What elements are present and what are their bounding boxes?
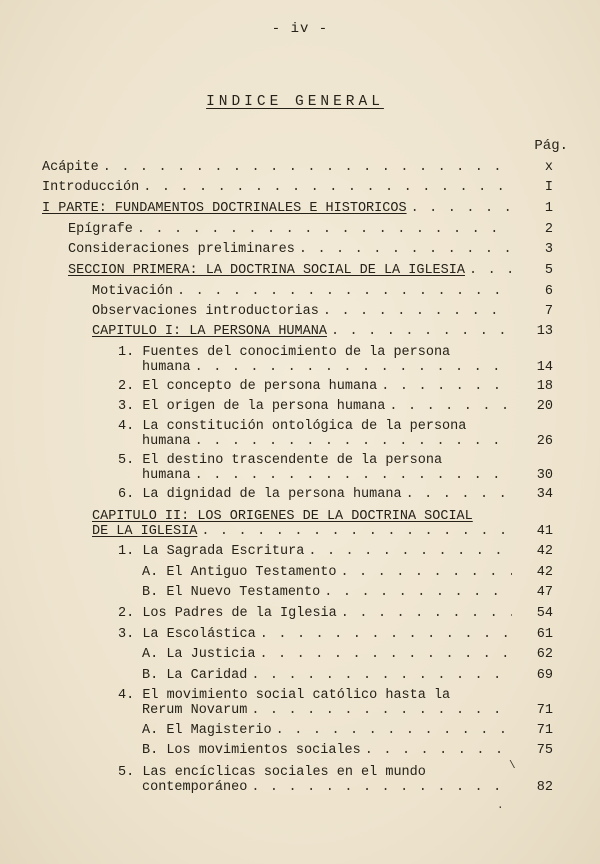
toc-entry-page: 30 — [536, 468, 553, 483]
toc-entry-label: Las encíclicas sociales en el mundo — [142, 765, 426, 780]
toc-entry-page: 41 — [536, 524, 553, 539]
toc-entry-label: La dignidad de la persona humana — [142, 487, 402, 502]
toc-entry-page: 69 — [536, 668, 553, 683]
leader-dots — [340, 565, 512, 580]
toc-entry-page: 42 — [536, 565, 553, 580]
toc-entry-label: El Antiguo Testamento — [166, 565, 337, 580]
toc-entry-page: 82 — [536, 780, 553, 795]
leader-dots — [389, 399, 512, 414]
toc-entry-number: 6. — [118, 487, 135, 502]
toc-entry-label: El Nuevo Testamento — [166, 585, 321, 600]
toc-entry-number: 4. — [118, 419, 135, 434]
toc-entry-number: 5. — [118, 453, 135, 468]
toc-entry-label: El movimiento social católico hasta la — [142, 688, 451, 703]
toc-entry-page: 75 — [536, 743, 553, 758]
toc-entry-label-continued: humana — [142, 360, 191, 375]
toc-entry-page: I — [544, 180, 553, 195]
toc-entry-page: 2 — [544, 222, 553, 237]
leader-dots — [251, 780, 512, 795]
toc-entry-label-continued: humana — [142, 434, 191, 449]
leader-dots — [331, 324, 512, 339]
toc-entry-page: 5 — [544, 263, 553, 278]
leader-dots — [324, 585, 512, 600]
toc-entry-number: B. — [142, 743, 159, 758]
leader-dots — [276, 723, 512, 738]
toc-entry-label: Motivación — [92, 284, 174, 299]
leader-dots — [251, 703, 512, 718]
toc-entry-label: Los Padres de la Iglesia — [142, 606, 337, 621]
toc-entry-page: 7 — [544, 304, 553, 319]
toc-entry-page: 18 — [536, 379, 553, 394]
toc-entry-label: La Escolástica — [142, 627, 256, 642]
page-column-header: Pág. — [534, 138, 568, 154]
leader-dots — [195, 434, 512, 449]
leader-dots — [381, 379, 512, 394]
toc-entry-page: 14 — [536, 360, 553, 375]
toc-entry-number: A. — [142, 647, 159, 662]
toc-entry-number: 4. — [118, 688, 135, 703]
toc-entry-page: 54 — [536, 606, 553, 621]
pencil-mark: \ — [509, 760, 516, 772]
toc-entry-label: Introducción — [42, 180, 140, 195]
toc-entry-label-continued: contemporáneo — [142, 780, 248, 795]
leader-dots — [411, 201, 512, 216]
toc-entry-label: La Justicia — [166, 647, 256, 662]
toc-entry-label: Acápite — [42, 160, 99, 175]
toc-entry-label: I PARTE: FUNDAMENTOS DOCTRINALES E HISTORICOS — [42, 201, 407, 216]
leader-dots — [251, 668, 512, 683]
toc-entry-label: Fuentes del conocimiento de la persona — [142, 345, 451, 360]
toc-entry-number: 2. — [118, 606, 135, 621]
toc-entry-label-continued: Rerum Novarum — [142, 703, 248, 718]
toc-entry-label: La Sagrada Escritura — [142, 544, 305, 559]
toc-entry-page: 62 — [536, 647, 553, 662]
toc-entry-number: 3. — [118, 627, 135, 642]
toc-title: INDICE GENERAL — [206, 94, 384, 110]
toc-entry-page: x — [544, 160, 553, 175]
leader-dots — [308, 544, 512, 559]
leader-dots — [195, 360, 512, 375]
toc-entry-label: El concepto de persona humana — [142, 379, 378, 394]
leader-dots — [365, 743, 512, 758]
toc-entry-page: 20 — [536, 399, 553, 414]
leader-dots — [259, 647, 512, 662]
toc-entry-page: 26 — [536, 434, 553, 449]
toc-entry-page: 13 — [536, 324, 553, 339]
toc-entry-number: A. — [142, 723, 159, 738]
leader-dots — [260, 627, 512, 642]
leader-dots — [195, 468, 512, 483]
toc-entry-page: 61 — [536, 627, 553, 642]
pencil-mark: . — [497, 800, 504, 812]
leader-dots — [177, 284, 512, 299]
toc-entry-page: 3 — [544, 242, 553, 257]
leader-dots — [341, 606, 512, 621]
leader-dots — [137, 222, 512, 237]
leader-dots — [469, 263, 512, 278]
toc-entry-number: B. — [142, 668, 159, 683]
toc-entry-number: 5. — [118, 765, 135, 780]
toc-entry-number: 1. — [118, 345, 135, 360]
leader-dots — [201, 524, 512, 539]
toc-entry-number: B. — [142, 585, 159, 600]
toc-entry-page: 71 — [536, 703, 553, 718]
toc-entry-label-continued: humana — [142, 468, 191, 483]
toc-entry-page: 47 — [536, 585, 553, 600]
leader-dots — [143, 180, 512, 195]
toc-entry-label: Los movimientos sociales — [166, 743, 361, 758]
toc-entry-label: SECCION PRIMERA: LA DOCTRINA SOCIAL DE LA IGLESIA — [68, 263, 465, 278]
toc-entry-label: La constitución ontológica de la persona — [142, 419, 467, 434]
page-number: - iv - — [271, 21, 329, 37]
toc-entry-number: A. — [142, 565, 159, 580]
toc-entry-number: 2. — [118, 379, 135, 394]
toc-entry-page: 71 — [536, 723, 553, 738]
toc-entry-page: 6 — [544, 284, 553, 299]
leader-dots — [103, 160, 512, 175]
toc-entry-label: Epígrafe — [68, 222, 133, 237]
toc-entry-page: 34 — [536, 487, 553, 502]
leader-dots — [299, 242, 512, 257]
toc-entry-label: El Magisterio — [166, 723, 272, 738]
toc-entry-label: Observaciones introductorias — [92, 304, 319, 319]
toc-entry-label: La Caridad — [166, 668, 248, 683]
toc-entry-label: Consideraciones preliminares — [68, 242, 295, 257]
toc-entry-label: El destino trascendente de la persona — [142, 453, 443, 468]
toc-entry-number: 3. — [118, 399, 135, 414]
leader-dots — [406, 487, 512, 502]
leader-dots — [323, 304, 512, 319]
toc-entry-number: 1. — [118, 544, 135, 559]
toc-entry-label-continued: DE LA IGLESIA — [92, 524, 198, 539]
toc-entry-page: 1 — [544, 201, 553, 216]
toc-entry-page: 42 — [536, 544, 553, 559]
toc-entry-label: CAPITULO II: LOS ORIGENES DE LA DOCTRINA SOCIAL — [92, 509, 473, 524]
toc-entry-label: CAPITULO I: LA PERSONA HUMANA — [92, 324, 327, 339]
toc-entry-label: El origen de la persona humana — [142, 399, 386, 414]
